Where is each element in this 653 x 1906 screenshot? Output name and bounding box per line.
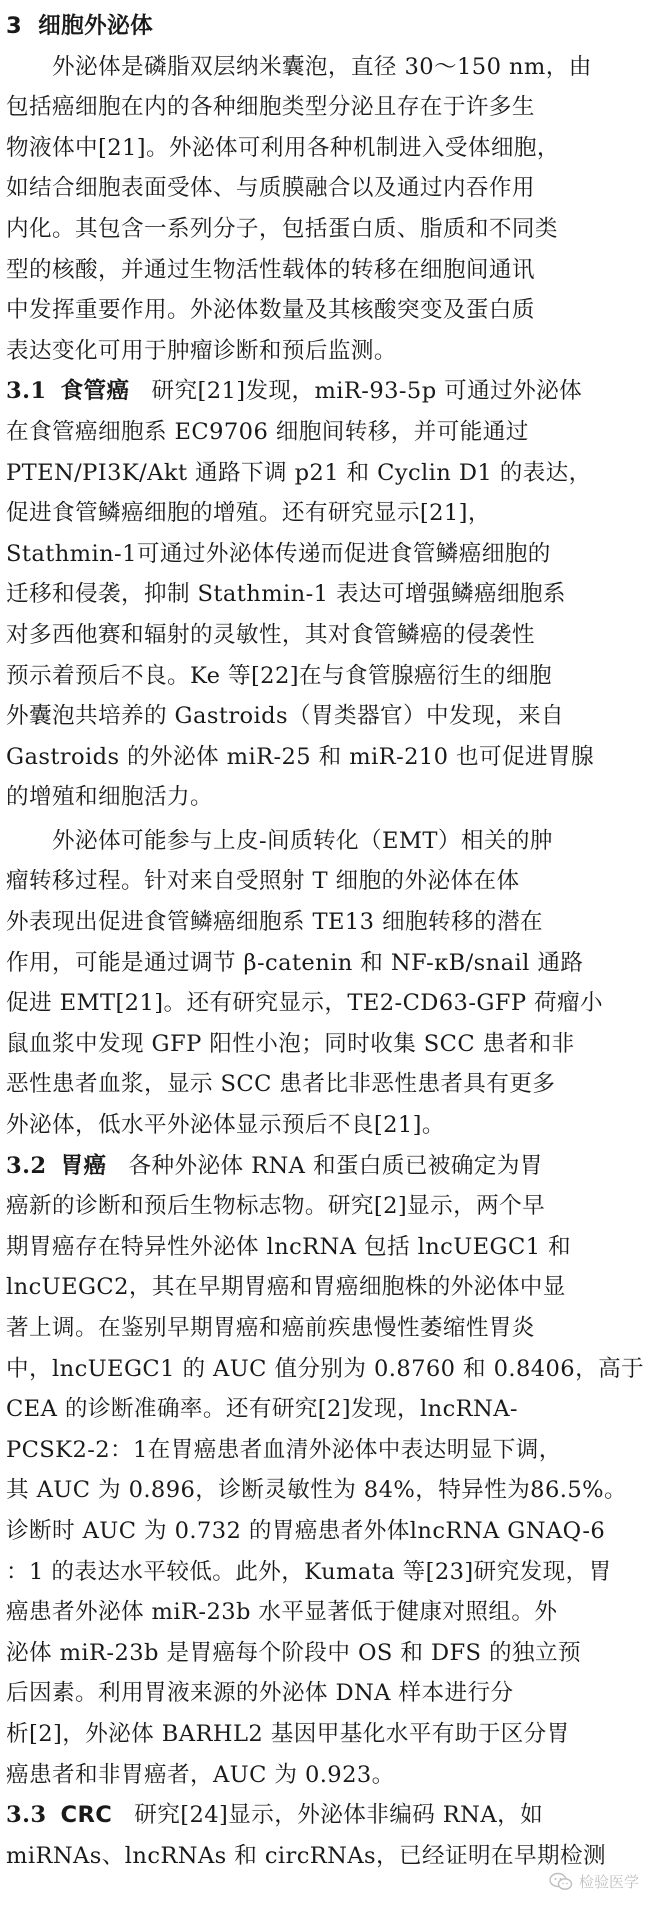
subsection-title: CRC <box>60 1802 113 1829</box>
text-line: 中，lncUEGC1 的 AUC 值分别为 0.8760 和 0.8406，高于 <box>6 1355 645 1382</box>
text-line: 外泌体，低水平外泌体显示预后不良[21]。 <box>6 1112 445 1139</box>
text-line: CEA 的诊断准确率。还有研究[2]发现，lncRNA- <box>6 1396 518 1423</box>
text-line: 著上调。在鉴别早期胃癌和癌前疾患慢性萎缩性胃炎 <box>6 1315 535 1341</box>
subsection-number: 3.1 <box>6 378 47 405</box>
watermark <box>549 1871 639 1892</box>
subsection-heading-line <box>6 1795 646 1836</box>
text-line: PTEN/PI3K/Akt 通路下调 p21 和 Cyclin D1 的表达， <box>6 459 592 486</box>
emt-paragraph <box>6 821 646 1146</box>
wechat-logo-icon <box>549 1872 573 1892</box>
section-number: 3 <box>6 13 23 39</box>
subsection-crc <box>6 1795 646 1876</box>
subsection-heading-line <box>6 371 646 412</box>
text-line: 泌体 miR-23b 是胃癌每个阶段中 OS 和 DFS 的独立预 <box>6 1639 581 1666</box>
text-line: 其 AUC 为 0.896，诊断灵敏性为 84%，特异性为86.5%。 <box>6 1477 627 1504</box>
text-line: Gastroids 的外泌体 miR-25 和 miR-210 也可促进胃腺 <box>6 743 594 770</box>
text-line: 包括癌细胞在内的各种细胞类型分泌且存在于许多生 <box>6 94 535 121</box>
intro-paragraph <box>6 47 646 372</box>
subsection-number: 3.2 <box>6 1152 47 1179</box>
text-line: ：1 的表达水平较低。此外，Kumata 等[23]研究发现，胃 <box>6 1558 612 1585</box>
text-line: 癌新的诊断和预后生物标志物。研究[2]显示，两个早 <box>6 1193 546 1220</box>
text-line: 瘤转移过程。针对来自受照射 T 细胞的外泌体在体 <box>6 868 520 895</box>
text-line: 外表现出促进食管鳞癌细胞系 TE13 细胞转移的潜在 <box>6 909 543 936</box>
watermark-text: 检验医学 <box>578 1873 639 1891</box>
text-line: Stathmin-1可通过外泌体传递而促进食管鳞癌细胞的 <box>6 540 551 567</box>
text-line: lncUEGC2，其在早期胃癌和胃癌细胞株的外泌体中显 <box>6 1274 566 1301</box>
text-line: 促进 EMT[21]。还有研究显示，TE2-CD63-GFP 荷瘤小 <box>6 990 604 1017</box>
text-line: 后因素。利用胃液来源的外泌体 DNA 样本进行分 <box>6 1680 514 1707</box>
text-line: 内化。其包含一系列分子，包括蛋白质、脂质和不同类 <box>6 215 558 242</box>
text-line: 鼠血浆中发现 GFP 阳性小泡；同时收集 SCC 患者和非 <box>6 1030 575 1057</box>
text-line: 癌患者和非胃癌者，AUC 为 0.923。 <box>6 1761 395 1788</box>
subsection-title: 食管癌 <box>60 378 130 405</box>
text-line: 诊断时 AUC 为 0.732 的胃癌患者外体lncRNA GNAQ-6 <box>6 1517 606 1544</box>
subsection-heading-line <box>6 1146 646 1187</box>
text-line: 在食管癌细胞系 EC9706 细胞间转移，并可能通过 <box>6 418 529 445</box>
text-line: miRNAs、lncRNAs 和 circRNAs，已经证明在早期检测 <box>6 1842 606 1869</box>
text-line: 析[2]，外泌体 BARHL2 基因甲基化水平有助于区分胃 <box>6 1720 570 1747</box>
text-line: 恶性患者血浆，显示 SCC 患者比非恶性患者具有更多 <box>6 1071 556 1098</box>
text-line: 如结合细胞表面受体、与质膜融合以及通过内吞作用 <box>6 175 535 202</box>
text-line: 预示着预后不良。Ke 等[22]在与食管腺癌衍生的细胞 <box>6 662 552 689</box>
text-line: 期胃癌存在特异性外泌体 lncRNA 包括 lncUEGC1 和 <box>6 1233 572 1260</box>
text-line: 中发挥重要作用。外泌体数量及其核酸突变及蛋白质 <box>6 297 535 324</box>
section-title: 细胞外泌体 <box>38 13 154 39</box>
text-line: 促进食管鳞癌细胞的增殖。还有研究显示[21]， <box>6 500 491 527</box>
section-heading <box>6 6 646 47</box>
text-line: 外囊泡共培养的 Gastroids（胃类器官）中发现，来自 <box>6 703 564 730</box>
text-line: 迁移和侵袭，抑制 Stathmin-1 表达可增强鳞癌细胞系 <box>6 581 566 608</box>
text-line: 表达变化可用于肿瘤诊断和预后监测。 <box>6 337 397 364</box>
text-line: 研究[21]发现，miR-93-5p 可通过外泌体 <box>151 378 583 405</box>
document-page <box>6 6 646 1876</box>
text-line: 物液体中[21]。外泌体可利用各种机制进入受体细胞， <box>6 134 560 161</box>
subsection-title: 胃癌 <box>60 1152 107 1179</box>
subsection-esophageal <box>6 371 646 818</box>
subsection-number: 3.3 <box>6 1802 47 1829</box>
text-line: 对多西他赛和辐射的灵敏性，其对食管鳞癌的侵袭性 <box>6 621 535 648</box>
text-line: 外泌体是磷脂双层纳米囊泡，直径 30～150 nm，由 <box>52 53 592 80</box>
text-line: 外泌体可能参与上皮-间质转化（EMT）相关的肿 <box>52 827 553 854</box>
text-line: 各种外泌体 RNA 和蛋白质已被确定为胃 <box>128 1152 543 1179</box>
text-line: 型的核酸，并通过生物活性载体的转移在细胞间通讯 <box>6 256 535 283</box>
text-line: PCSK2-2：1在胃癌患者血清外泌体中表达明显下调， <box>6 1436 562 1463</box>
text-line: 作用，可能是通过调节 β-catenin 和 NF-κB/snail 通路 <box>6 949 584 976</box>
text-line: 研究[24]显示，外泌体非编码 RNA，如 <box>134 1802 544 1829</box>
subsection-gastric <box>6 1146 646 1796</box>
text-line: 的增殖和细胞活力。 <box>6 784 213 811</box>
text-line: 癌患者外泌体 miR-23b 水平显著低于健康对照组。外 <box>6 1599 558 1626</box>
